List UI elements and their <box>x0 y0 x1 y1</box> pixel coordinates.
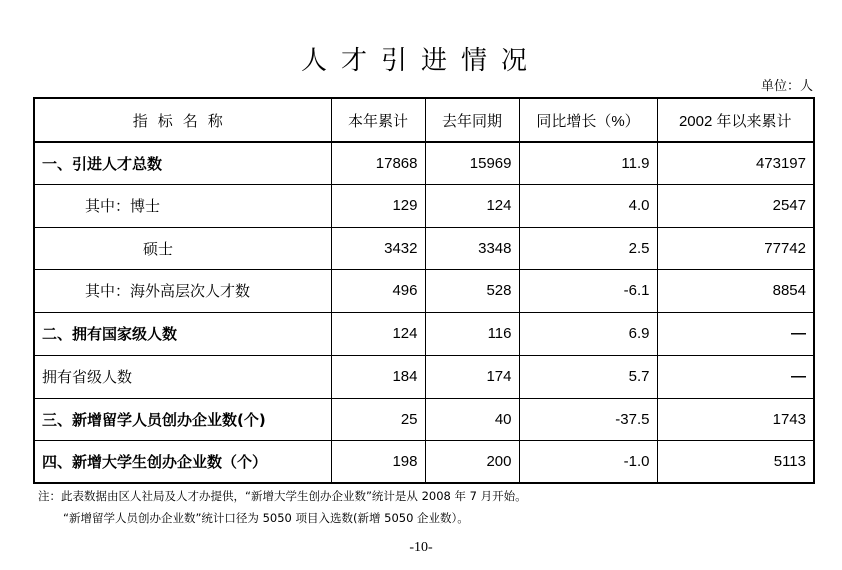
row-previous: 40 <box>425 398 519 440</box>
row-previous: 3348 <box>425 227 519 269</box>
table-row <box>34 142 814 184</box>
row-current: 3432 <box>331 227 425 269</box>
row-name: 硕士 <box>34 227 331 269</box>
row-growth: 6.9 <box>519 312 657 355</box>
table-row <box>34 355 814 398</box>
page-number: -10- <box>409 540 433 555</box>
row-previous: 200 <box>425 440 519 483</box>
row-cumulative: 2547 <box>657 184 814 227</box>
row-name: 三、新增留学人员创办企业数(个) <box>34 398 331 440</box>
row-growth: 4.0 <box>519 184 657 227</box>
footnote-source: 注：此表数据由区人社局及人才办提供，“新增大学生创办企业数”统计是从 2008 年 7 月开始。 <box>38 489 527 503</box>
unit-label: 单位：人 <box>760 79 813 94</box>
row-current: 129 <box>331 184 425 227</box>
row-current: 496 <box>331 269 425 312</box>
header-growth: 同比增长（%） <box>519 98 657 142</box>
row-current: 184 <box>331 355 425 398</box>
row-current: 198 <box>331 440 425 483</box>
table-row <box>34 227 814 269</box>
row-growth: 2.5 <box>519 227 657 269</box>
row-cumulative: 473197 <box>657 142 814 184</box>
row-previous: 528 <box>425 269 519 312</box>
page-title: 人才引进情况 <box>300 46 541 76</box>
row-growth: 11.9 <box>519 142 657 184</box>
footnote-scope: “新增留学人员创办企业数”统计口径为 5050 项目入选数(新增 5050 企业数）。 <box>63 511 469 525</box>
row-name: 一、引进人才总数 <box>34 142 331 184</box>
row-name: 其中：博士 <box>34 184 331 227</box>
row-previous: 174 <box>425 355 519 398</box>
row-current: 17868 <box>331 142 425 184</box>
row-cumulative: — <box>657 312 814 355</box>
row-previous: 15969 <box>425 142 519 184</box>
table-row <box>34 312 814 355</box>
row-current: 124 <box>331 312 425 355</box>
header-cumulative: 2002 年以来累计 <box>657 98 814 142</box>
table-row <box>34 440 814 483</box>
row-growth: -1.0 <box>519 440 657 483</box>
row-previous: 116 <box>425 312 519 355</box>
row-growth: 5.7 <box>519 355 657 398</box>
row-cumulative: — <box>657 355 814 398</box>
row-name: 四、新增大学生创办企业数（个） <box>34 440 331 483</box>
row-cumulative: 8854 <box>657 269 814 312</box>
row-cumulative: 5113 <box>657 440 814 483</box>
row-cumulative: 77742 <box>657 227 814 269</box>
talent-table <box>33 97 815 484</box>
row-growth: -37.5 <box>519 398 657 440</box>
row-previous: 124 <box>425 184 519 227</box>
header-indicator-name: 指标名称 <box>34 98 331 142</box>
row-name: 拥有省级人数 <box>34 355 331 398</box>
row-cumulative: 1743 <box>657 398 814 440</box>
table-header-row <box>34 98 814 142</box>
row-growth: -6.1 <box>519 269 657 312</box>
header-current-year: 本年累计 <box>331 98 425 142</box>
row-name: 二、拥有国家级人数 <box>34 312 331 355</box>
row-current: 25 <box>331 398 425 440</box>
table-row <box>34 184 814 227</box>
header-last-year: 去年同期 <box>425 98 519 142</box>
table-row <box>34 398 814 440</box>
table-row <box>34 269 814 312</box>
row-name: 其中：海外高层次人才数 <box>34 269 331 312</box>
